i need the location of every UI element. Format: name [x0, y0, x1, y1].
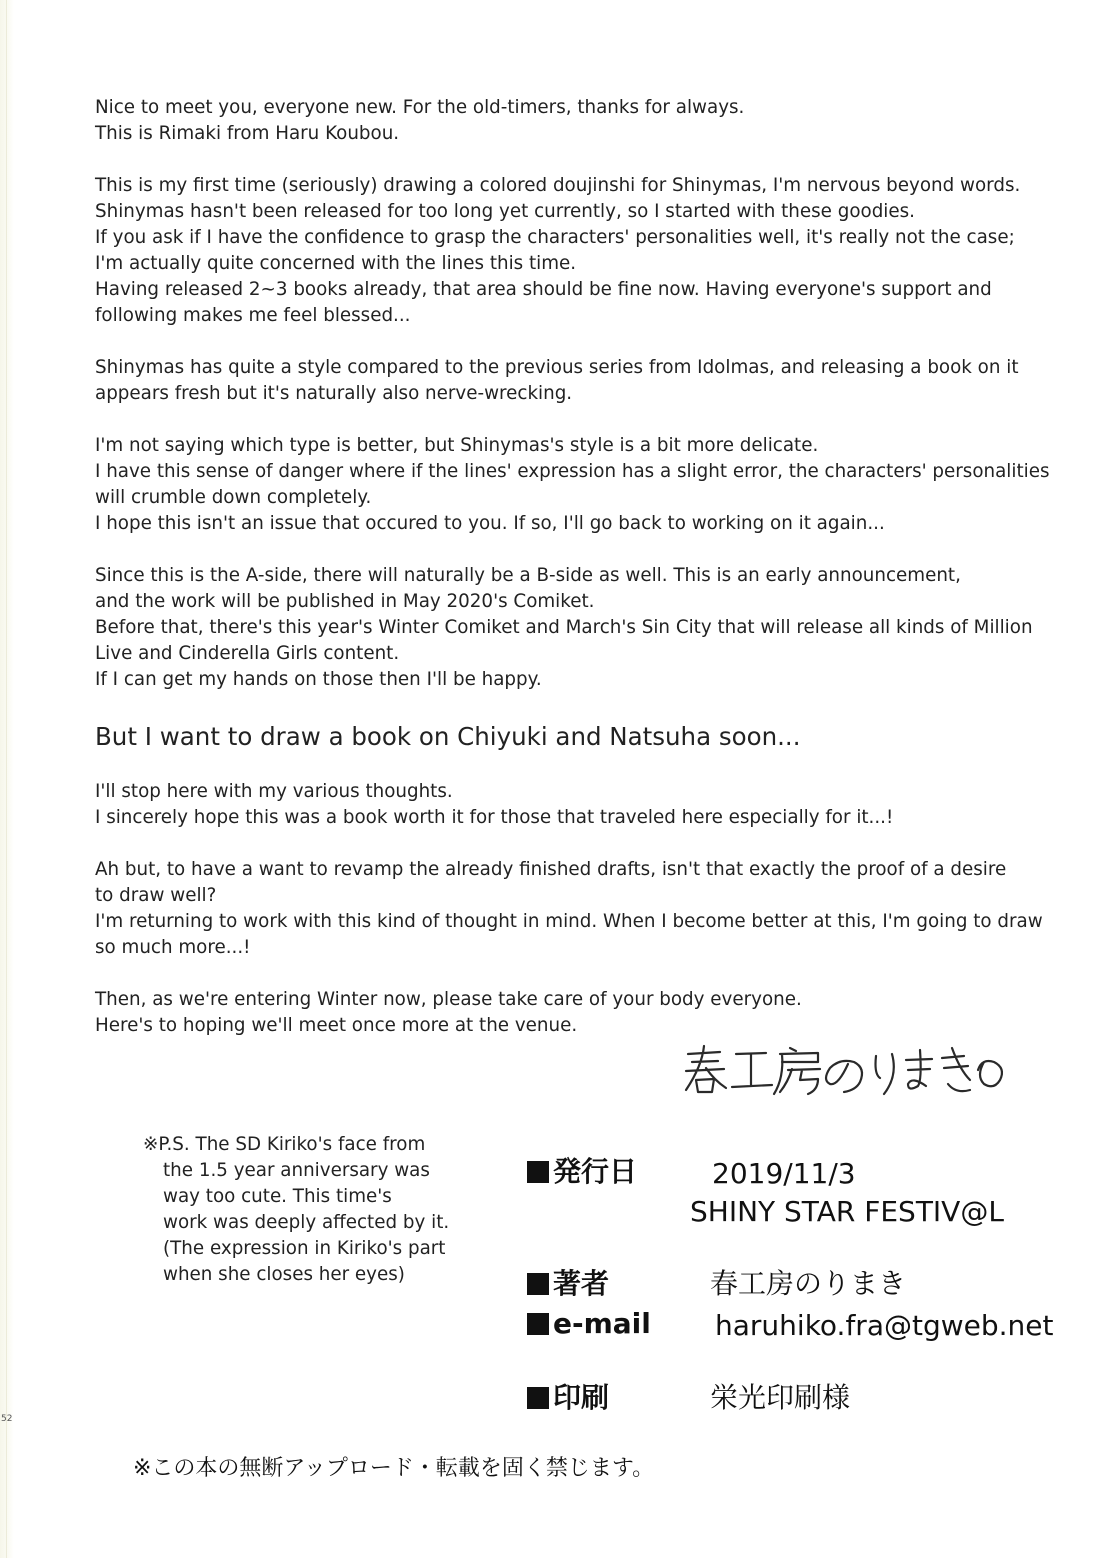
page-edge-line	[6, 0, 7, 1558]
paragraph	[95, 563, 1055, 693]
square-bullet-icon	[527, 1313, 549, 1335]
text-line: This is Rimaki from Haru Koubou.	[95, 123, 400, 144]
text-line: Here's to hoping we'll meet once more at the venue.	[95, 1015, 578, 1036]
square-bullet-icon	[527, 1161, 549, 1183]
text-line: Ah but, to have a want to revamp the already finished drafts, isn't that exactly the proof of a desire	[95, 859, 1007, 880]
ps-line: work was deeply affected by it.	[163, 1212, 450, 1233]
text-line: so much more...!	[95, 937, 251, 958]
paragraph	[95, 355, 1055, 407]
print-value: 栄光印刷様	[710, 1381, 851, 1414]
ps-line: when she closes her eyes)	[163, 1264, 405, 1285]
email-label: e-mail	[527, 1304, 651, 1344]
paragraph	[95, 95, 1055, 147]
text-line: following makes me feel blessed...	[95, 305, 411, 326]
date-value: 2019/11/3	[712, 1157, 856, 1190]
text-line: will crumble down completely.	[95, 487, 372, 508]
text-line: Shinymas has quite a style compared to the previous series from Idolmas, and releasing a book on it	[95, 357, 1019, 378]
text-line: and the work will be published in May 2020's Comiket.	[95, 591, 595, 612]
paragraph	[95, 433, 1055, 537]
text-line: I have this sense of danger where if the lines' expression has a slight error, the characters' personalities	[95, 461, 1050, 482]
text-line: Having released 2~3 books already, that area should be fine now. Having everyone's support and	[95, 279, 992, 300]
text-line: to draw well?	[95, 885, 217, 906]
text-line: I'm actually quite concerned with the lines this time.	[95, 253, 577, 274]
text-line: Live and Cinderella Girls content.	[95, 643, 400, 664]
email-value: haruhiko.fra@tgweb.net	[715, 1309, 1054, 1342]
text-line: I'm returning to work with this kind of thought in mind. When I become better at this, I'm going to draw	[95, 911, 1043, 932]
postscript-note	[143, 1132, 473, 1288]
ps-line: way too cute. This time's	[163, 1186, 392, 1207]
paragraph	[95, 987, 1055, 1039]
text-line: This is my first time (seriously) drawing a colored doujinshi for Shinymas, I'm nervous beyond words.	[95, 175, 1021, 196]
text-line: I sincerely hope this was a book worth it for those that traveled here especially for it...!	[95, 807, 894, 828]
event-value: SHINY STAR FESTIV@L	[690, 1195, 1004, 1228]
paragraph	[95, 857, 1055, 961]
highlight-line: But I want to draw a book on Chiyuki and Natsuha soon...	[95, 722, 801, 751]
text-line: appears fresh but it's naturally also nerve-wrecking.	[95, 383, 573, 404]
text-line: Shinymas hasn't been released for too long yet currently, so I started with these goodies.	[95, 201, 915, 222]
square-bullet-icon	[527, 1387, 549, 1409]
text-line: I'll stop here with my various thoughts.	[95, 781, 453, 802]
text-line: I'm not saying which type is better, but Shinymas's style is a bit more delicate.	[95, 435, 819, 456]
author-value: 春工房のりまき	[710, 1267, 907, 1300]
text-line: Since this is the A-side, there will naturally be a B-side as well. This is an early announcement,	[95, 565, 961, 586]
page-edge	[0, 0, 14, 1558]
author-label: 著者	[527, 1264, 609, 1304]
page-number: 52	[1, 1414, 13, 1424]
square-bullet-icon	[527, 1273, 549, 1295]
print-label: 印刷	[527, 1378, 609, 1418]
handwritten-signature	[680, 1040, 1010, 1100]
date-label: 発行日	[527, 1152, 637, 1192]
text-line: Then, as we're entering Winter now, please take care of your body everyone.	[95, 989, 802, 1010]
ps-line: the 1.5 year anniversary was	[163, 1160, 430, 1181]
paragraph	[95, 779, 1055, 831]
text-line: Before that, there's this year's Winter Comiket and March's Sin City that will release all kinds of Million	[95, 617, 1033, 638]
text-line: Nice to meet you, everyone new. For the old-timers, thanks for always.	[95, 97, 745, 118]
text-line: I hope this isn't an issue that occured to you. If so, I'll go back to working on it again...	[95, 513, 885, 534]
copyright-notice: ※この本の無断アップロード・転載を固く禁じます。	[133, 1456, 655, 1481]
paragraph	[95, 173, 1055, 329]
ps-line: (The expression in Kiriko's part	[163, 1238, 446, 1259]
text-line: If I can get my hands on those then I'll be happy.	[95, 669, 542, 690]
afterword-body	[95, 95, 1055, 1065]
text-line: If you ask if I have the confidence to grasp the characters' personalities well, it's really not the case;	[95, 227, 1015, 248]
ps-line: ※P.S. The SD Kiriko's face from	[143, 1134, 426, 1155]
